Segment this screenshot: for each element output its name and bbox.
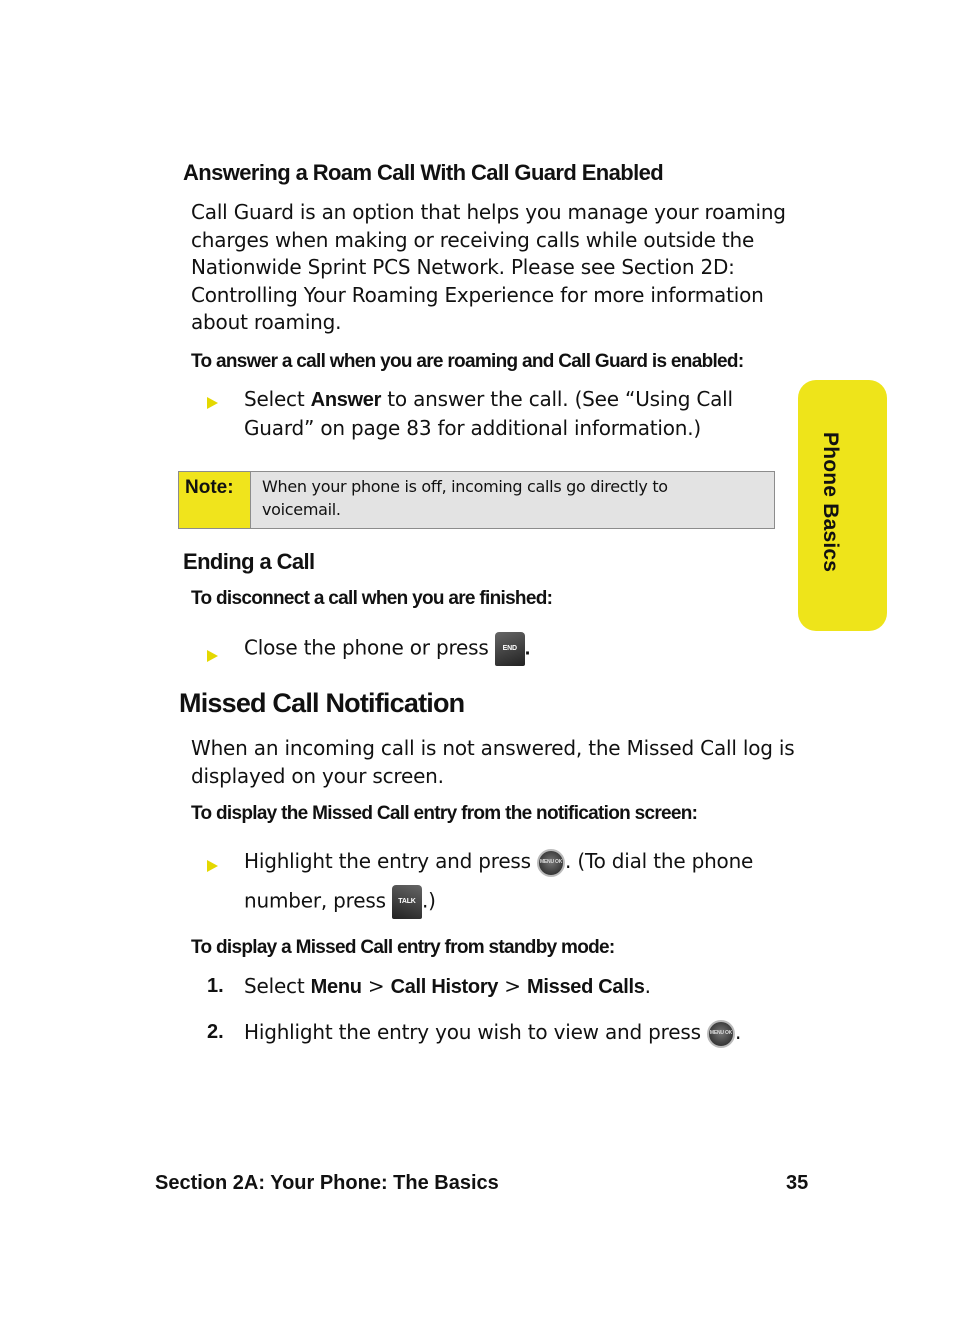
- bullet-highlight-line1: Highlight the entry and press MENU OK . (To dial the phone: [244, 848, 753, 877]
- end-key-icon: END: [495, 632, 525, 666]
- step-number: 2.: [207, 1021, 224, 1043]
- bullet-arrow-icon: [207, 860, 218, 872]
- footer-section: Section 2A: Your Phone: The Basics: [155, 1172, 499, 1194]
- bullet-highlight-line2: number, press TALK .): [244, 885, 436, 919]
- menu-option: Menu: [310, 976, 362, 998]
- procedure-heading-disconnect: To disconnect a call when you are finished:: [191, 588, 553, 609]
- bullet-arrow-icon: [207, 397, 218, 409]
- note-box: [178, 471, 775, 529]
- roam-paragraph: [191, 199, 791, 337]
- paragraph-line: Nationwide Sprint PCS Network. Please see Section 2D:: [191, 255, 735, 280]
- call-history-option: Call History: [390, 976, 499, 998]
- note-label: Note:: [179, 472, 251, 528]
- menu-ok-key-icon: MENU OK: [707, 1020, 735, 1048]
- paragraph-line: Controlling Your Roaming Experience for more information: [191, 282, 764, 307]
- page-number: 35: [786, 1172, 809, 1194]
- missed-calls-option: Missed Calls: [527, 976, 645, 998]
- bullet-arrow-icon: [207, 650, 218, 662]
- talk-key-icon: TALK: [392, 885, 422, 919]
- side-tab-label: Phone Basics: [819, 432, 842, 573]
- procedure-heading-standby: To display a Missed Call entry from standby mode:: [191, 937, 615, 958]
- section-heading-roam-call: Answering a Roam Call With Call Guard Enabled: [183, 160, 664, 185]
- missed-call-paragraph: When an incoming call is not answered, the Missed Call log is displayed on your screen.: [191, 736, 795, 788]
- procedure-heading-notification: To display the Missed Call entry from the notification screen:: [191, 803, 698, 824]
- paragraph-line: about roaming.: [191, 310, 342, 335]
- paragraph-line: charges when making or receiving calls while outside the: [191, 227, 755, 252]
- note-text: When your phone is off, incoming calls go directly to voicemail.: [262, 477, 668, 519]
- paragraph-line: Call Guard is an option that helps you manage your roaming: [191, 200, 786, 224]
- step-number: 1.: [207, 975, 224, 997]
- bullet-answer: Select Answer to answer the call. (See “Using Call Guard” on page 83 for additional information.): [244, 387, 733, 440]
- step-1: Select Menu > Call History > Missed Calls.: [244, 974, 651, 998]
- step-2: Highlight the entry you wish to view and press MENU OK .: [244, 1019, 741, 1048]
- answer-option: Answer: [310, 389, 382, 411]
- bullet-close-phone: Close the phone or press END .: [244, 632, 644, 666]
- section-heading-missed-call: Missed Call Notification: [179, 688, 465, 718]
- section-heading-ending-call: Ending a Call: [183, 549, 315, 574]
- side-tab: [798, 380, 887, 631]
- menu-ok-key-icon: MENU OK: [537, 849, 565, 877]
- procedure-heading-answer: To answer a call when you are roaming and Call Guard is enabled:: [191, 351, 744, 372]
